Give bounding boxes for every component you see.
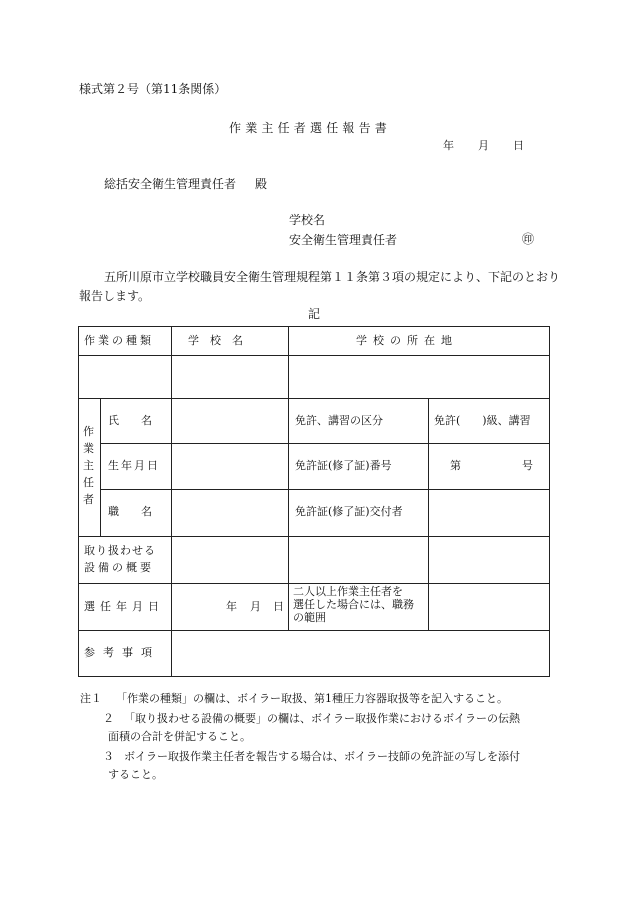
note3-text-line2: すること。 [108,768,163,781]
report-table [78,326,550,677]
row-position-label: 職 名 [108,505,152,518]
addressee-name: 総括安全衛生管理責任者 [104,177,237,191]
table-grid-lines [78,326,550,677]
license-issuer-label: 免許証(修了証)交付者 [295,505,403,518]
license-number-suffix: 号 [522,459,533,472]
note3-label: ３ [103,750,114,763]
chief-group-label: 作業主任者 [83,425,94,506]
date-year-label: 年 [443,139,454,152]
note1-text: 「作業の種類」の欄は、ボイラー取扱、第1種圧力容器取扱等を記入すること。 [116,692,508,705]
officer-label: 安全衛生管理責任者 [289,233,398,247]
appointment-month-label: 月 [250,600,261,613]
duty-scope-line2: 選任した場合には、職務 [293,598,414,611]
body-text-line2: 報告します。 [79,289,151,303]
note1-label: 注１ [80,692,102,705]
header-work-type: 作業の種類 [84,334,154,347]
school-name-label: 学校名 [289,213,326,227]
row-name-label: 氏 名 [108,414,152,427]
body-text-line1: 五所川原市立学校職員安全衛生管理規程第１１条第３項の規定により、下記のとおり [104,270,561,284]
ki-heading: 記 [308,307,321,321]
form-number: 様式第２号（第11条関係） [79,82,227,96]
duty-scope-line3: の範囲 [293,611,326,624]
note2-label: ２ [103,712,114,725]
note2-text-line2: 面積の合計を併記すること。 [108,730,251,743]
duty-scope-line1: 二人以上作業主任者を [293,585,403,598]
note3-text-line1: ボイラー取扱作業主任者を報告する場合は、ボイラー技師の免許証の写しを添付 [124,750,520,763]
license-category-value: 免許( )級、講習 [434,414,531,427]
appointment-date-label: 選任年月日 [84,600,164,613]
header-school-name: 学 校 名 [188,334,243,347]
document-title: 作業主任者選任報告書 [229,121,392,135]
appointment-day-label: 日 [273,600,284,613]
date-day-label: 日 [513,139,524,152]
date-month-label: 月 [478,139,489,152]
seal-mark: ㊞ [522,232,535,246]
license-category-label: 免許、講習の区分 [295,414,383,427]
row-birthdate-label: 生年月日 [108,459,160,472]
equipment-label-line1: 取り扱わせる [84,544,156,557]
license-number-prefix: 第 [450,459,461,472]
addressee-honorific: 殿 [255,177,268,191]
license-number-label: 免許証(修了証)番号 [295,459,392,472]
remarks-label: 参考事項 [84,646,160,659]
equipment-label-line2: 設備の概要 [84,561,154,574]
note2-text-line1: 「取り扱わせる設備の概要」の欄は、ボイラー取扱作業におけるボイラーの伝熱 [124,712,520,725]
header-school-address: 学校の所在地 [356,334,458,347]
appointment-year-label: 年 [226,600,237,613]
